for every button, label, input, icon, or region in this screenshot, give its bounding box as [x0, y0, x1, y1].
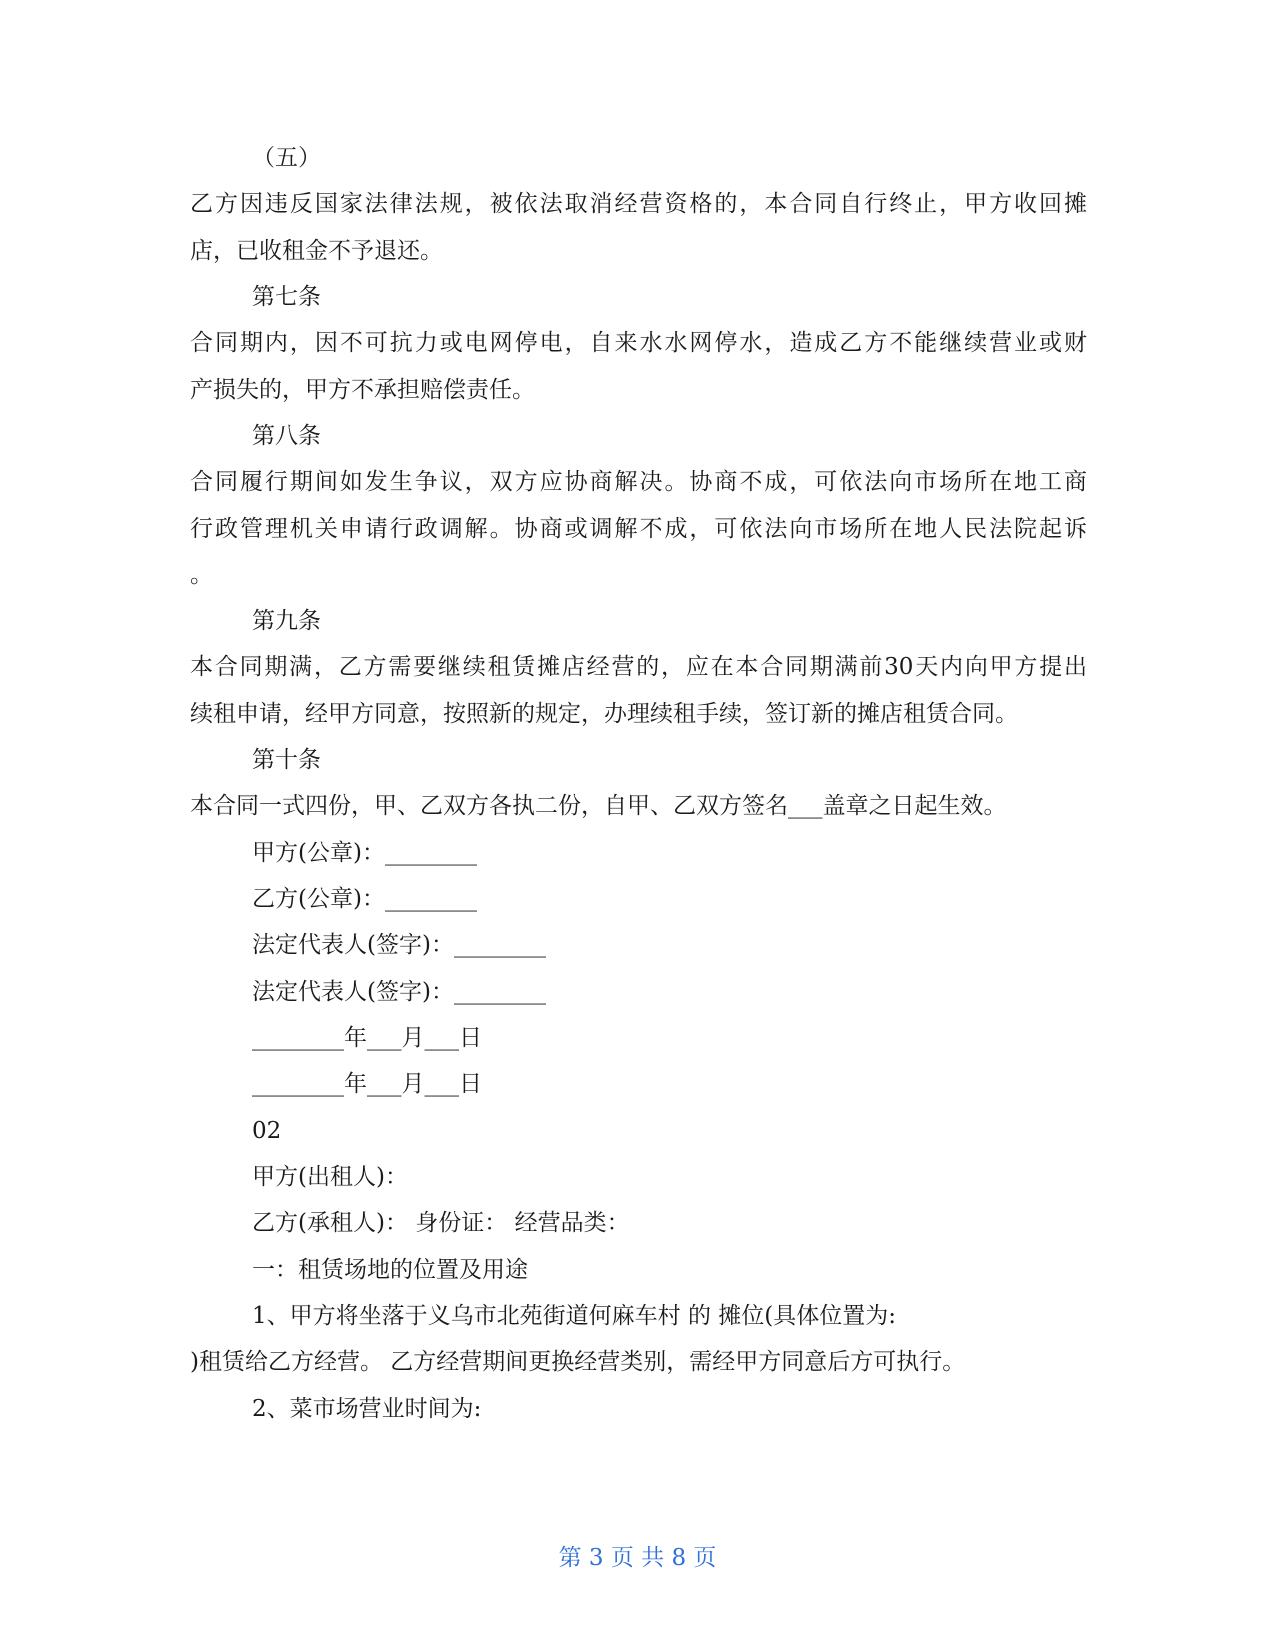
clause-paragraph-line: 本合同期满，乙方需要继续租赁摊店经营的，应在本合同期满前30天内向甲方提出 [190, 654, 1087, 680]
page-number-footer: 第 3 页 共 8 页 [558, 1545, 717, 1571]
legal-rep-signature-line: 法定代表人(签字)：________ [252, 932, 546, 958]
clause-paragraph-line: 店，已收租金不予退还。 [190, 238, 443, 264]
lessor-line: 甲方(出租人)： [252, 1164, 408, 1190]
clause-paragraph-line: 合同期内，因不可抗力或电网停电，自来水水网停水，造成乙方不能继续营业或财 [190, 330, 1087, 356]
article-heading-9: 第九条 [252, 608, 321, 634]
clause-paragraph-line: 合同履行期间如发生争议，双方应协商解决。协商不成，可依法向市场所在地工商 [190, 469, 1087, 495]
section-heading: 一：租赁场地的位置及用途 [252, 1257, 528, 1283]
clause-paragraph-line: 1、甲方将坐落于义乌市北苑街道何麻车村 的 摊位(具体位置为: [252, 1303, 896, 1329]
clause-paragraph-line: 乙方因违反国家法律法规，被依法取消经营资格的，本合同自行终止，甲方收回摊 [190, 191, 1087, 217]
article-heading-8: 第八条 [252, 423, 321, 449]
clause-paragraph-line: 。 [190, 562, 213, 588]
article-heading-10: 第十条 [252, 747, 321, 773]
clause-paragraph-line: )租赁给乙方经营。 乙方经营期间更换经营类别，需经甲方同意后方可执行。 [190, 1349, 966, 1375]
section-number: 02 [252, 1118, 282, 1144]
clause-paragraph-line: 产损失的，甲方不承担赔偿责任。 [190, 377, 535, 403]
article-heading-7: 第七条 [252, 284, 321, 310]
item-heading-five: （五） [252, 145, 321, 171]
party-b-seal-line: 乙方(公章)：________ [252, 886, 477, 912]
clause-paragraph-line: 本合同一式四份，甲、乙双方各执二份，自甲、乙双方签名___盖章之日起生效。 [190, 793, 1007, 819]
clause-paragraph-line: 2、菜市场营业时间为: [252, 1396, 482, 1422]
party-a-seal-line: 甲方(公章)：________ [252, 840, 477, 866]
lessee-line: 乙方(承租人)： 身份证： 经营品类： [252, 1210, 630, 1236]
clause-paragraph-line: 续租申请，经甲方同意，按照新的规定，办理续租手续，签订新的摊店租赁合同。 [190, 701, 1018, 727]
date-line: ________年___月___日 [252, 1071, 482, 1097]
date-line: ________年___月___日 [252, 1025, 482, 1051]
legal-rep-signature-line: 法定代表人(签字)：________ [252, 979, 546, 1005]
clause-paragraph-line: 行政管理机关申请行政调解。协商或调解不成，可依法向市场所在地人民法院起诉 [190, 516, 1087, 542]
